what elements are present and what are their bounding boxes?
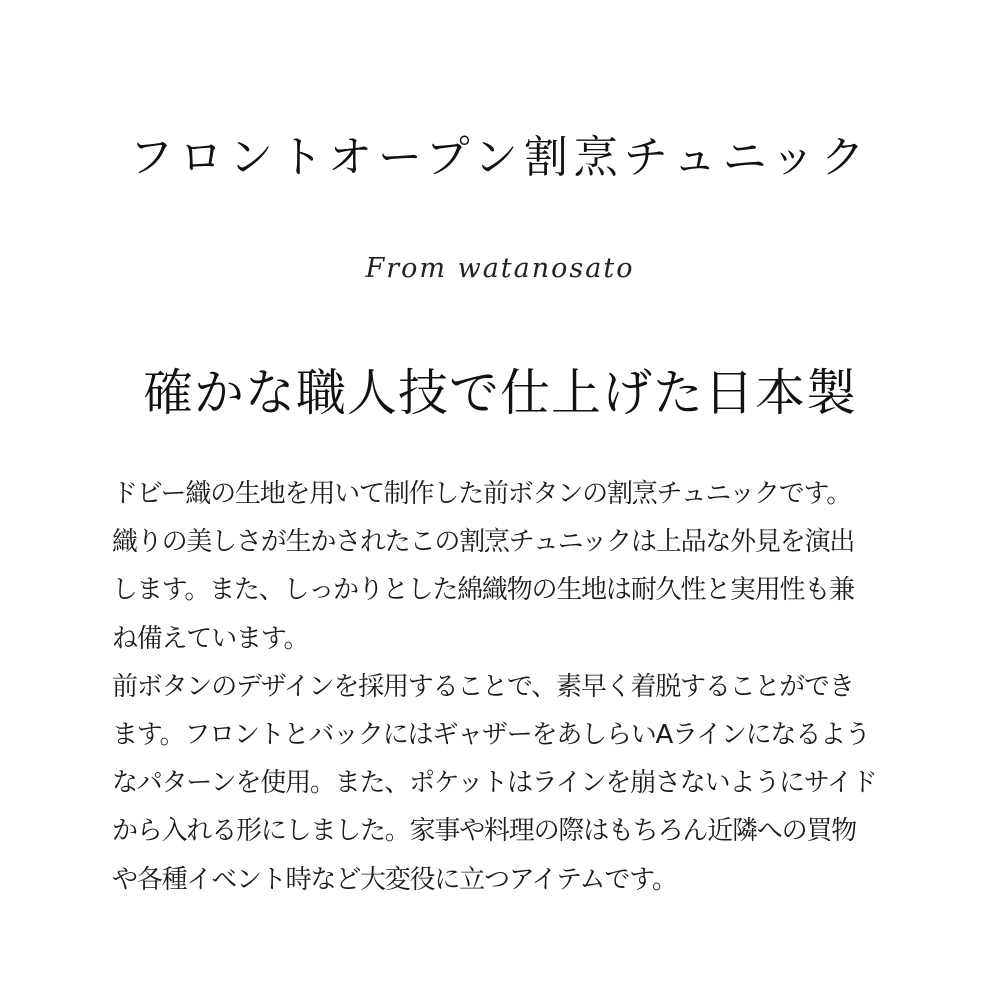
description-line: ね備えています。 (112, 623, 309, 654)
description-line: 前ボタンのデザインを採用することで、素早く着脱することができ (112, 671, 854, 702)
product-title: フロントオープン割烹チュニック (129, 132, 871, 183)
description-line: します。また、しっかりとした綿織物の生地は耐久性と実用性も兼 (112, 575, 854, 606)
description-line: や各種イベント時など大変役に立つアイテムです。 (112, 864, 677, 895)
description-line: 織りの美しさが生かされたこの割烹チュニックは上品な外見を演出 (112, 527, 855, 558)
description-line: なパターンを使用。また、ポケットはラインを崩さないようにサイド (112, 768, 877, 799)
brand-subtitle: From watanosato (365, 253, 635, 284)
description-body (112, 470, 912, 904)
description-line: ドビー織の生地を用いて制作した前ボタンの割烹チュニックです。 (112, 479, 852, 509)
headline: 確かな職人技で仕上げた日本製 (143, 364, 857, 422)
description-line: ます。フロントとバックにはギャザーをあしらいAラインになるよう (112, 719, 870, 750)
description-line: から入れる形にしました。家事や料理の際はもちろん近隣への買物 (112, 816, 857, 847)
